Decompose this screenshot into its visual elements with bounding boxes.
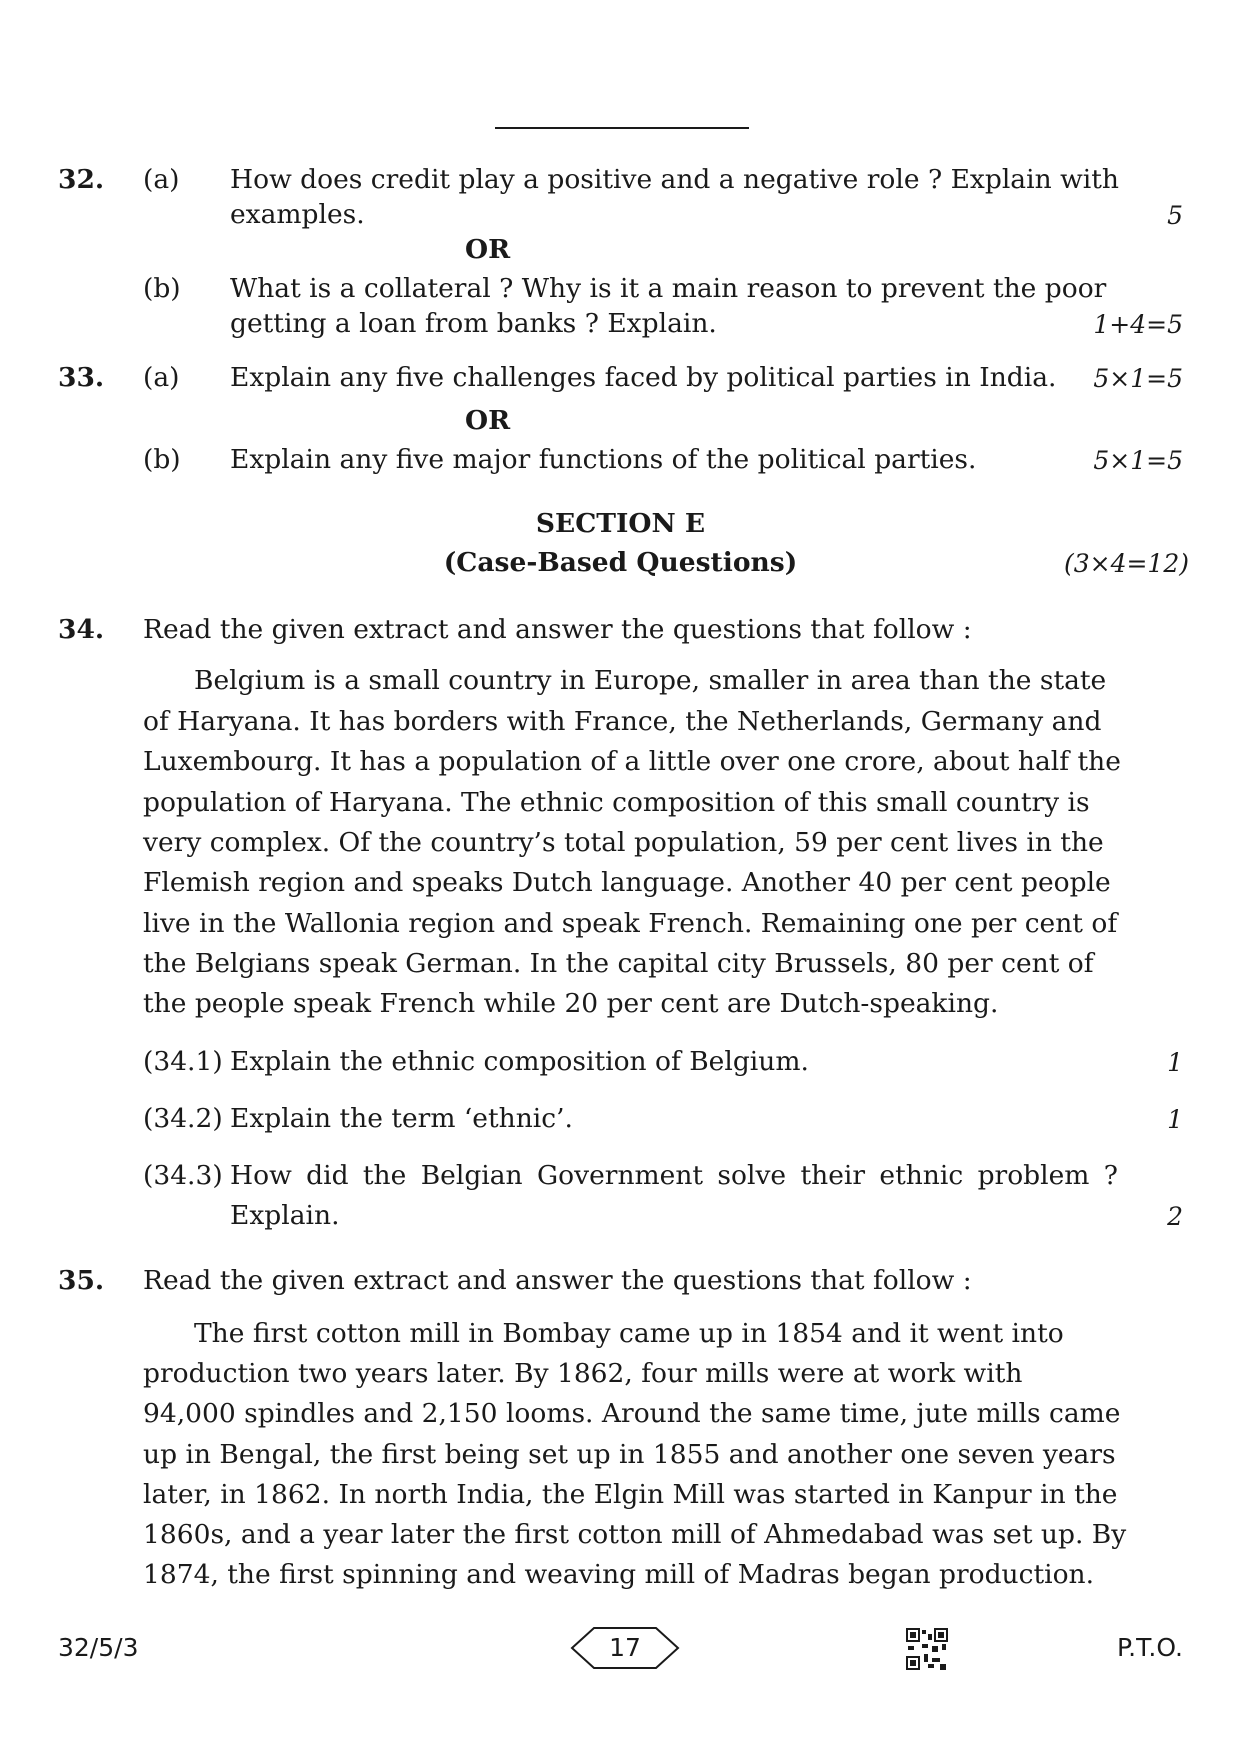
q32-number: 32. bbox=[58, 164, 105, 195]
q34-passage-line: live in the Wallonia region and speak French. Remaining one per cent of bbox=[143, 908, 1118, 939]
qr-code-icon bbox=[906, 1628, 948, 1670]
section-title: SECTION E bbox=[535, 508, 706, 539]
q35-passage-line: up in Bengal, the first being set up in 1855 and another one seven years bbox=[143, 1439, 1116, 1470]
q33b-text: Explain any five major functions of the political parties. bbox=[230, 444, 977, 475]
q35-passage-line: production two years later. By 1862, four mills were at work with bbox=[143, 1358, 1023, 1389]
q33a-text: Explain any five challenges faced by political parties in India. bbox=[230, 362, 1057, 393]
pto-label: P.T.O. bbox=[1117, 1633, 1183, 1662]
section-marks: (3×4=12) bbox=[1063, 549, 1189, 578]
q35-intro: Read the given extract and answer the questions that follow : bbox=[143, 1265, 972, 1296]
q32-or: OR bbox=[465, 234, 511, 265]
q35-passage-line: 94,000 spindles and 2,150 looms. Around the same time, jute mills came bbox=[143, 1398, 1121, 1429]
q34-passage bbox=[143, 661, 1120, 701]
q33a-marks: 5×1=5 bbox=[1093, 364, 1183, 393]
q34-1-text: Explain the ethnic composition of Belgium. bbox=[230, 1046, 809, 1077]
q32a-line1: How does credit play a positive and a negative role ? Explain with bbox=[230, 164, 1119, 195]
q34-passage-line: very complex. Of the country’s total population, 59 per cent lives in the bbox=[143, 827, 1104, 858]
paper-code: 32/5/3 bbox=[58, 1633, 139, 1662]
q33-or: OR bbox=[465, 405, 511, 436]
q35-passage-line: later, in 1862. In north India, the Elgin Mill was started in Kanpur in the bbox=[143, 1479, 1118, 1510]
q33a-label: (a) bbox=[143, 362, 180, 393]
q34-3-line1: How did the Belgian Government solve their ethnic problem ? bbox=[230, 1160, 1118, 1191]
q34-passage-line: Flemish region and speaks Dutch language. Another 40 per cent people bbox=[143, 867, 1111, 898]
q34-2-label: (34.2) bbox=[143, 1103, 223, 1134]
q34-2-marks: 1 bbox=[1167, 1105, 1183, 1134]
q34-passage-line: the Belgians speak German. In the capital city Brussels, 80 per cent of bbox=[143, 948, 1094, 979]
q34-passage-line: Belgium is a small country in Europe, smaller in area than the state bbox=[194, 665, 1107, 696]
q34-2-text: Explain the term ‘ethnic’. bbox=[230, 1103, 573, 1134]
q32b-line1: What is a collateral ? Why is it a main reason to prevent the poor bbox=[230, 273, 1107, 304]
q35-passage-line: 1860s, and a year later the first cotton mill of Ahmedabad was set up. By bbox=[143, 1519, 1127, 1550]
section-subtitle: (Case-Based Questions) bbox=[443, 547, 798, 578]
q32b-marks: 1+4=5 bbox=[1093, 310, 1183, 339]
q32a-label: (a) bbox=[143, 164, 180, 195]
q32b-label: (b) bbox=[143, 273, 181, 304]
q34-3-line2: Explain. bbox=[230, 1200, 340, 1231]
q32a-line2: examples. bbox=[230, 199, 365, 230]
page-number: 17 bbox=[609, 1633, 641, 1662]
q33b-marks: 5×1=5 bbox=[1093, 446, 1183, 475]
q34-passage-line: population of Haryana. The ethnic composition of this small country is bbox=[143, 787, 1090, 818]
q34-1-label: (34.1) bbox=[143, 1046, 223, 1077]
q34-intro: Read the given extract and answer the questions that follow : bbox=[143, 614, 972, 645]
q32b-line2: getting a loan from banks ? Explain. bbox=[230, 308, 717, 339]
q35-number: 35. bbox=[58, 1265, 105, 1296]
q34-passage-line: of Haryana. It has borders with France, the Netherlands, Germany and bbox=[143, 706, 1102, 737]
q34-passage-line: the people speak French while 20 per cent are Dutch-speaking. bbox=[143, 988, 999, 1019]
top-rule bbox=[495, 127, 749, 129]
q33-number: 33. bbox=[58, 362, 105, 393]
q34-3-marks: 2 bbox=[1167, 1202, 1183, 1231]
q34-1-marks: 1 bbox=[1167, 1048, 1183, 1077]
q35-passage-line: The first cotton mill in Bombay came up in 1854 and it went into bbox=[194, 1318, 1064, 1349]
q33b-label: (b) bbox=[143, 444, 181, 475]
q34-passage-line: Luxembourg. It has a population of a little over one crore, about half the bbox=[143, 746, 1121, 777]
q32a-marks: 5 bbox=[1167, 201, 1183, 230]
q35-passage-line: 1874, the first spinning and weaving mill of Madras began production. bbox=[143, 1559, 1095, 1590]
q34-3-label: (34.3) bbox=[143, 1160, 223, 1191]
q34-number: 34. bbox=[58, 614, 105, 645]
